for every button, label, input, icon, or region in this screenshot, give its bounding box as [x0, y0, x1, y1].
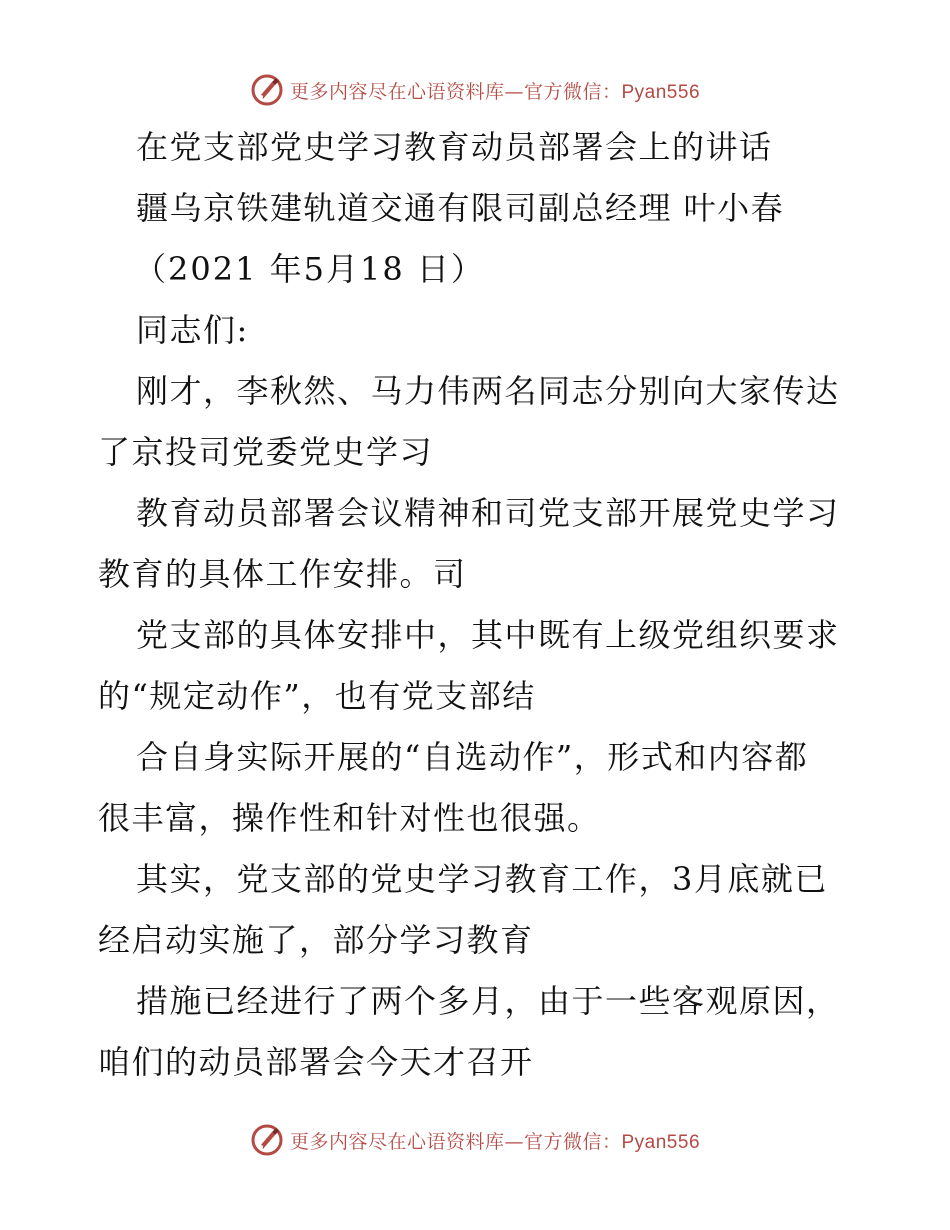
watermark-banner-bottom [0, 1120, 950, 1160]
document-title: 在党支部党史学习教育动员部署会上的讲话 [136, 128, 773, 166]
watermark-text [290, 77, 700, 104]
paragraph-line: 其实，党支部的党史学习教育工作，3月底就已 [136, 860, 828, 898]
document-body [98, 126, 858, 1102]
paragraph-line: 措施已经进行了两个多月，由于一些客观原因， [136, 982, 840, 1020]
paragraph-line: 经启动实施了，部分学习教育 [98, 921, 534, 959]
watermark-wechat-label: 官方微信： [523, 1130, 622, 1153]
watermark-separator: — [504, 1130, 524, 1153]
logo-seal-icon [250, 73, 284, 107]
watermark-site-text: 更多内容尽在心语资料库 [289, 1130, 505, 1153]
paragraph-line: 咱们的动员部署会今天才召开 [98, 1043, 534, 1081]
paragraph-line: 党支部的具体安排中，其中既有上级党组织要求 [136, 616, 840, 654]
paragraph-line: 合自身实际开展的“自选动作”，形式和内容都 [136, 738, 809, 776]
document-date: （2021 年5月18 日） [134, 250, 485, 288]
watermark-wechat-id: Pyan556 [621, 81, 701, 103]
logo-seal-icon [250, 1123, 284, 1157]
document-speaker: 疆乌京铁建轨道交通有限司副总经理 叶小春 [136, 189, 785, 227]
paragraph-line: 很丰富，操作性和针对性也很强。 [98, 799, 601, 837]
paragraph-line: 教育的具体工作安排。司 [98, 555, 467, 593]
watermark-separator: — [504, 80, 524, 103]
watermark-wechat-id: Pyan556 [621, 1131, 701, 1153]
paragraph-line: 刚才，李秋然、马力伟两名同志分别向大家传达 [136, 372, 840, 410]
watermark-wechat-label: 官方微信： [523, 80, 622, 103]
document-salutation: 同志们: [136, 311, 249, 349]
watermark-site-text: 更多内容尽在心语资料库 [289, 80, 505, 103]
paragraph-line: 的“规定动作”，也有党支部结 [98, 677, 536, 715]
paragraph-line: 教育动员部署会议精神和司党支部开展党史学习 [136, 494, 840, 532]
paragraph-line: 了京投司党委党史学习 [98, 433, 434, 471]
watermark-text [290, 1127, 700, 1154]
watermark-banner-top [0, 70, 950, 110]
